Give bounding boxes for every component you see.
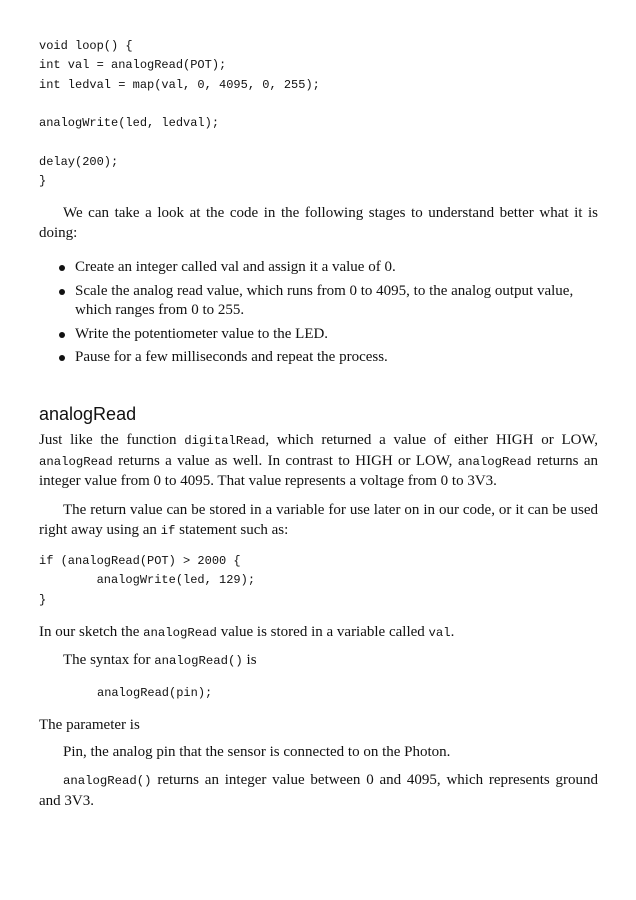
inline-code: analogRead xyxy=(39,454,113,469)
inline-code: digitalRead xyxy=(184,434,266,448)
bullet-icon xyxy=(59,265,65,271)
bullet-icon xyxy=(59,289,65,295)
code-block-if xyxy=(39,552,255,610)
code-line: } xyxy=(39,174,47,189)
paragraph-pin: Pin, the analog pin that the sensor is connected to on the Photon. xyxy=(63,744,451,760)
code-line: analogWrite(led, ledval); xyxy=(39,116,220,131)
list-item xyxy=(39,325,599,345)
list-item-text: Scale the analog read value, which runs from 0 to 4095, to the analog output value, which ranges from 0 to 255. xyxy=(75,282,574,318)
code-line: delay(200); xyxy=(39,154,119,169)
text: returns an integer value between 0 and 4095, which represents ground and 3V3. xyxy=(39,772,598,809)
paragraph-returns xyxy=(39,771,598,811)
paragraph-parameter: The parameter is xyxy=(39,717,140,733)
stages-list xyxy=(39,258,599,368)
list-item-text: Pause for a few milliseconds and repeat the process. xyxy=(75,349,388,365)
inline-code: analogRead() xyxy=(63,774,152,788)
text: The syntax for xyxy=(63,652,155,668)
text: returns a value as well. In contrast to HIGH or LOW, xyxy=(112,452,458,469)
code-line: analogWrite(led, 129); xyxy=(39,573,256,588)
syntax-code: analogRead(pin); xyxy=(97,686,213,700)
bullet-icon xyxy=(59,332,65,338)
text: The return value can be stored in a variable for use later on in our code, or it can be used right away using an xyxy=(39,502,598,538)
text: is xyxy=(242,652,257,668)
list-item xyxy=(39,282,599,321)
list-item xyxy=(39,258,599,278)
code-line: int ledval = map(val, 0, 4095, 0, 255); xyxy=(39,77,320,92)
paragraph-syntax xyxy=(39,651,598,672)
code-block-loop xyxy=(39,37,320,191)
intro-paragraph: We can take a look at the code in the following stages to understand better what it is doing: xyxy=(39,205,598,241)
inline-code: analogRead xyxy=(143,626,217,640)
inline-code: analogRead xyxy=(457,454,532,469)
text: Just like the function xyxy=(39,432,185,448)
code-line: } xyxy=(39,592,47,607)
code-line: if (analogRead(POT) > 2000 { xyxy=(39,554,241,568)
code-line: int val = analogRead(POT); xyxy=(39,58,227,73)
section-heading: analogRead xyxy=(39,404,137,424)
paragraph-analogread-intro xyxy=(39,431,598,492)
paragraph-return-value xyxy=(39,501,598,541)
text: . xyxy=(450,624,455,640)
text: In our sketch the xyxy=(39,624,144,640)
paragraph-sketch-val xyxy=(39,623,598,644)
text: , which returned a value of either HIGH or LOW, xyxy=(265,432,598,448)
text: returns an integer value from 0 to 4095. That value represents a voltage from 0 to 3V3. xyxy=(39,452,598,489)
bullet-icon xyxy=(59,355,65,361)
list-item xyxy=(39,348,599,368)
list-item-text: Create an integer called val and assign it a value of 0. xyxy=(75,259,396,275)
inline-code: val xyxy=(428,626,451,640)
list-item-text: Write the potentiometer value to the LED. xyxy=(75,325,329,342)
text: statement such as: xyxy=(175,521,289,538)
text: value is stored in a variable called xyxy=(216,624,429,640)
inline-code: if xyxy=(160,523,176,538)
inline-code: analogRead() xyxy=(154,654,243,668)
code-line: void loop() { xyxy=(39,39,133,53)
